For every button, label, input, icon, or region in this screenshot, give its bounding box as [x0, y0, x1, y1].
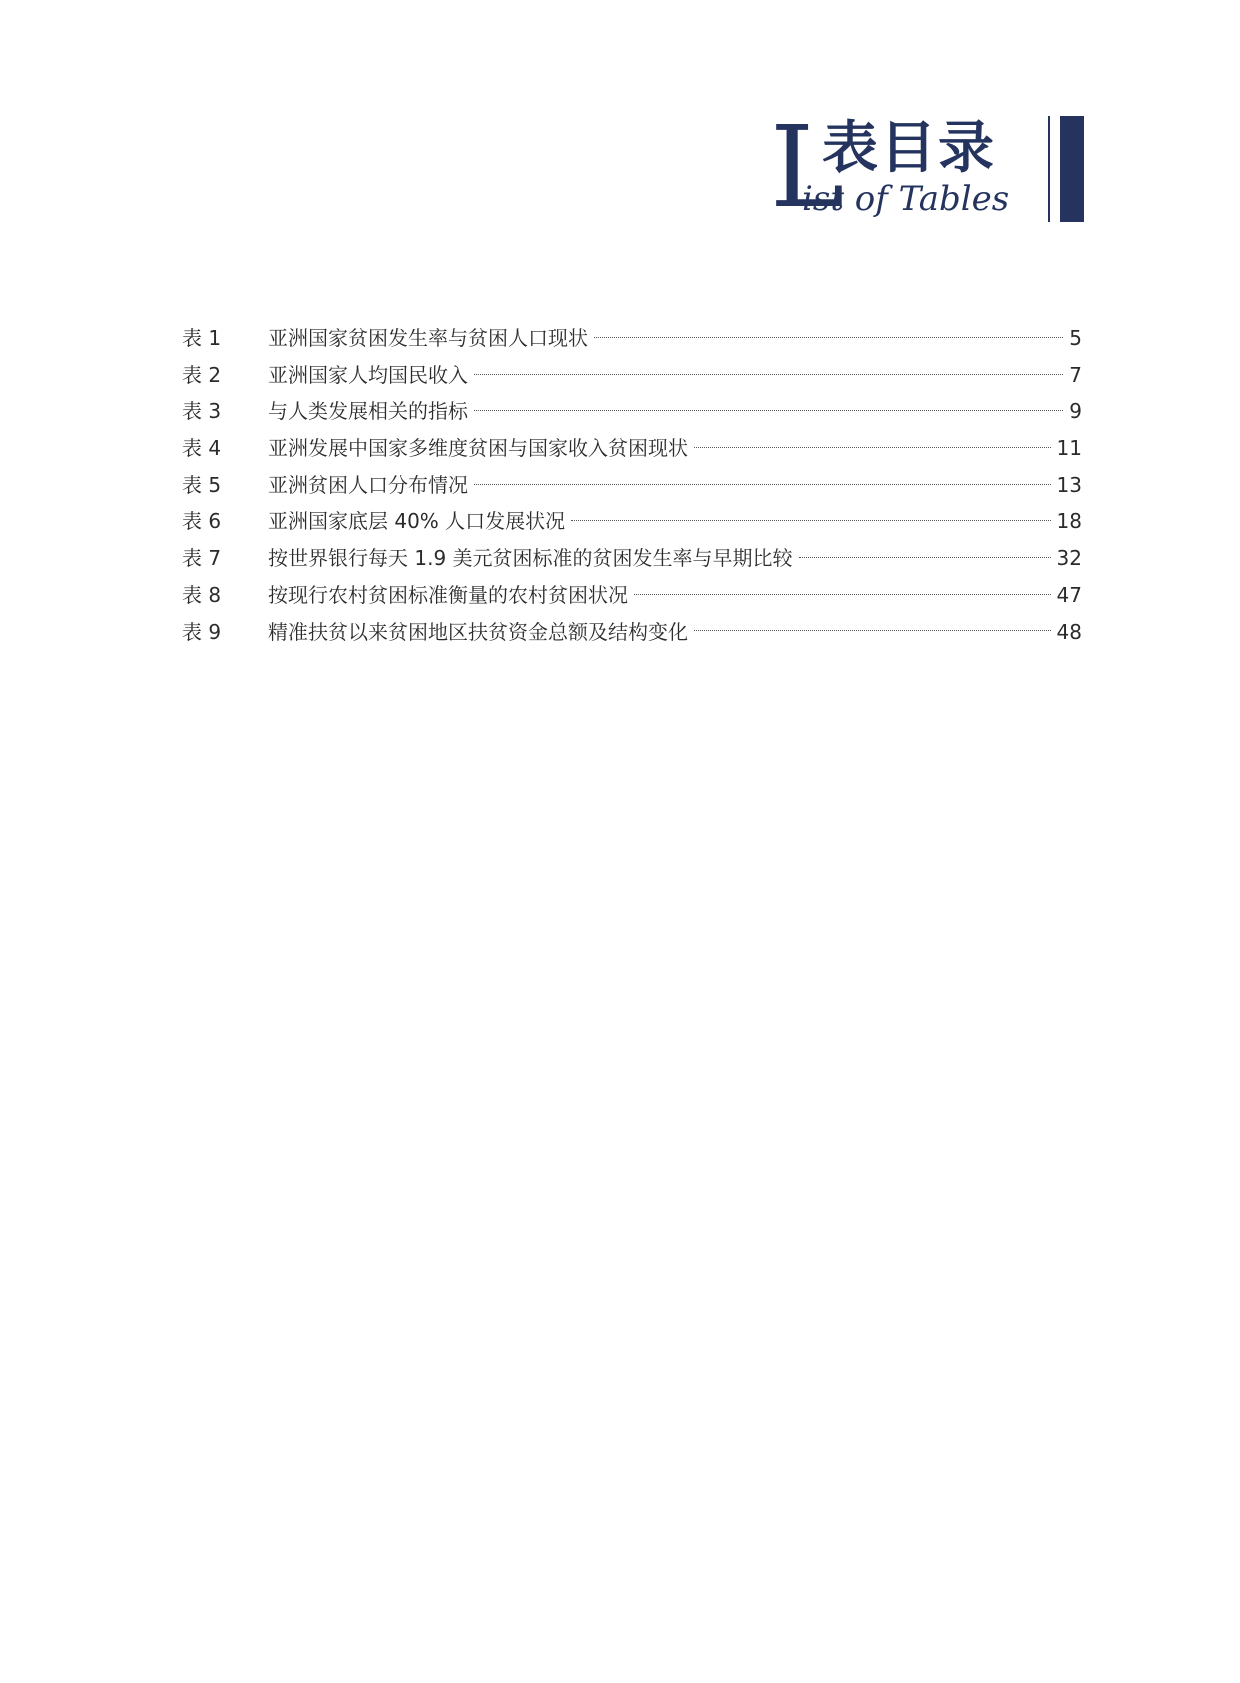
toc-entry-title: 按现行农村贫困标准衡量的农村贫困状况 — [268, 582, 628, 607]
heading-title-english: ist of Tables — [802, 179, 1010, 219]
toc-entry-page: 47 — [1056, 582, 1082, 607]
toc-entry-label: 表 2 — [182, 362, 222, 387]
toc-entry-page: 18 — [1056, 509, 1082, 534]
toc-entry-2[interactable] — [182, 357, 1082, 394]
dot-leader — [694, 447, 1051, 448]
toc-entry-label: 表 6 — [182, 509, 222, 534]
toc-entry-title: 亚洲贫困人口分布情况 — [268, 472, 468, 497]
toc-entry-title: 亚洲发展中国家多维度贫困与国家收入贫困现状 — [268, 436, 688, 461]
toc-entry-title: 与人类发展相关的指标 — [268, 399, 468, 424]
toc-entry-8[interactable] — [182, 577, 1082, 614]
toc-entry-3[interactable] — [182, 393, 1082, 430]
heading-thick-bar — [1060, 116, 1084, 222]
toc-entry-title: 按世界银行每天 1.9 美元贫困标准的贫困发生率与早期比较 — [268, 546, 793, 571]
toc-entry-4[interactable] — [182, 430, 1082, 467]
toc-entry-label: 表 9 — [182, 619, 222, 644]
toc-entry-title: 亚洲国家贫困发生率与贫困人口现状 — [268, 326, 588, 350]
toc-entry-page: 48 — [1056, 619, 1082, 644]
dot-leader — [474, 410, 1063, 411]
toc-entry-page: 32 — [1056, 546, 1082, 571]
dot-leader — [594, 337, 1063, 338]
heading-thin-rule — [1048, 116, 1050, 222]
table-list — [182, 320, 1082, 650]
dot-leader — [799, 557, 1051, 558]
toc-entry-page: 9 — [1069, 399, 1082, 424]
dot-leader — [634, 594, 1051, 595]
toc-entry-label: 表 8 — [182, 582, 222, 607]
dot-leader — [571, 520, 1050, 521]
toc-entry-page: 5 — [1069, 326, 1082, 350]
toc-entry-7[interactable] — [182, 540, 1082, 577]
toc-entry-label: 表 5 — [182, 472, 222, 497]
toc-entry-1[interactable] — [182, 320, 1082, 357]
toc-entry-page: 11 — [1056, 436, 1082, 461]
dot-leader — [694, 630, 1051, 631]
dot-leader — [474, 484, 1051, 485]
dot-leader — [474, 374, 1063, 375]
toc-entry-page: 7 — [1069, 362, 1082, 387]
toc-entry-5[interactable] — [182, 467, 1082, 504]
toc-entry-title: 亚洲国家人均国民收入 — [268, 362, 468, 387]
heading-initial-letter: L — [770, 103, 845, 233]
toc-entry-title: 精准扶贫以来贫困地区扶贫资金总额及结构变化 — [268, 619, 688, 644]
toc-entry-6[interactable] — [182, 503, 1082, 540]
toc-entry-label: 表 4 — [182, 436, 222, 461]
list-of-tables-heading — [770, 103, 1090, 233]
toc-entry-title: 亚洲国家底层 40% 人口发展状况 — [268, 509, 566, 534]
toc-entry-label: 表 3 — [182, 399, 222, 424]
toc-entry-label: 表 7 — [182, 546, 222, 571]
heading-title-chinese: 表目录 — [822, 115, 996, 181]
toc-entry-9[interactable] — [182, 614, 1082, 651]
toc-entry-page: 13 — [1056, 472, 1082, 497]
toc-entry-label: 表 1 — [182, 326, 222, 350]
